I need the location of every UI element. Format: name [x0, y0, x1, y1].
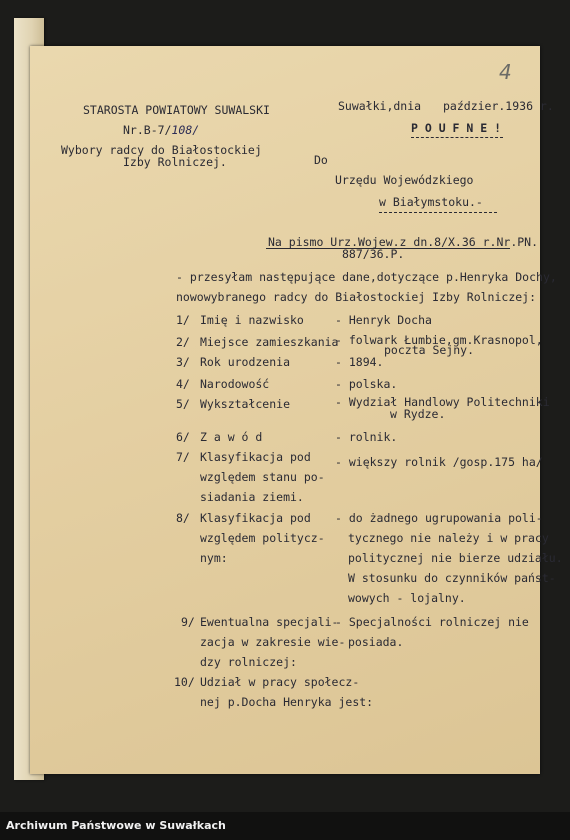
document-page [30, 46, 563, 774]
recipient-underline [379, 212, 497, 213]
recipient-line-1: Urzędu Wojewódzkiego [335, 173, 474, 187]
archive-name: Archiwum Państwowe w Suwałkach [6, 819, 226, 832]
item-value: - większy rolnik /gosp.175 ha/ [335, 455, 543, 469]
item-number: 7/ [176, 450, 190, 464]
item-number: 4/ [176, 377, 190, 391]
item-value: wowych - lojalny. [348, 591, 466, 605]
item-label: Wykształcenie [200, 397, 291, 411]
date: paździer.1936 r. [443, 99, 554, 113]
item-label: Imię i nazwisko [200, 313, 304, 327]
recipient-line-2: w Białymstoku.- [379, 195, 483, 209]
item-value: - Henryk Docha [335, 313, 432, 327]
item-number: 9/ [181, 615, 195, 629]
reference-number: Nr.B-7/108/ [123, 123, 200, 137]
item-label: względem politycz- [200, 531, 325, 545]
item-label: nym: [200, 551, 228, 565]
item-value: posiada. [348, 635, 404, 649]
item-number: 5/ [176, 397, 190, 411]
item-label: zacja w zakresie wie- [200, 635, 346, 649]
item-label: siadania ziemi. [200, 490, 304, 504]
item-label: Udział w pracy społecz- [200, 675, 360, 689]
item-value: - polska. [335, 377, 398, 391]
archive-footer [0, 812, 570, 840]
item-label: dzy rolniczej: [200, 655, 297, 669]
subject-line-1: Wybory radcy do Białostockiej [61, 143, 262, 157]
item-label: nej p.Docha Henryka jest: [200, 695, 374, 709]
item-label: względem stanu po- [200, 470, 325, 484]
item-value: - Wydział Handlowy Politechniki [335, 395, 550, 409]
item-value: - folwark Łumbie,gm.Krasnopol, [335, 333, 543, 347]
item-value: tycznego nie należy i w pracy [348, 531, 549, 545]
recipient-prefix: Do [314, 153, 328, 167]
item-value: politycznej nie bierze udziału. [348, 551, 563, 565]
item-label: Ewentualna specjali- [200, 615, 339, 629]
intro-line-2: nowowybranego radcy do Białostockiej Izby Rolniczej: [176, 290, 537, 304]
item-value: - rolnik. [335, 430, 398, 444]
item-label: Miejsce zamieszkania [200, 335, 339, 349]
item-number: 2/ [176, 335, 190, 349]
item-number: 10/ [174, 675, 195, 689]
intro-line-1: - przesyłam następujące dane,dotyczące p.Henryka Dochy, [176, 270, 557, 284]
reference-line-1: Na pismo Urz.Wojew.z dn.8/X.36 r.Nr.PN. [268, 235, 539, 249]
item-number: 3/ [176, 355, 190, 369]
item-label: Klasyfikacja pod [200, 511, 311, 525]
item-number: 8/ [176, 511, 190, 525]
item-value: - 1894. [335, 355, 384, 369]
item-label: Rok urodzenia [200, 355, 291, 369]
item-value: - Specjalności rolniczej nie [335, 615, 529, 629]
item-label: Klasyfikacja pod [200, 450, 311, 464]
pencil-page-number: 4 [499, 60, 512, 84]
confidential-mark: P O U F N E ! [411, 121, 502, 135]
item-label: Narodowość [200, 377, 270, 391]
item-value: w Rydze. [390, 407, 446, 421]
place-date: Suwałki,dnia [338, 99, 422, 113]
reference-line-2: 887/36.P. [342, 247, 405, 261]
subject-line-2: Izby Rolniczej. [123, 155, 227, 169]
item-value: W stosunku do czynników państ- [348, 571, 556, 585]
handwritten-number: 108/ [171, 123, 200, 137]
item-number: 1/ [176, 313, 190, 327]
item-label: Z a w ó d [200, 430, 263, 444]
item-value: - do żadnego ugrupowania poli- [335, 511, 543, 525]
confidential-underline [411, 137, 503, 138]
item-value: poczta Sejny. [384, 343, 475, 357]
item-number: 6/ [176, 430, 190, 444]
issuing-office: STAROSTA POWIATOWY SUWALSKI [83, 103, 270, 117]
